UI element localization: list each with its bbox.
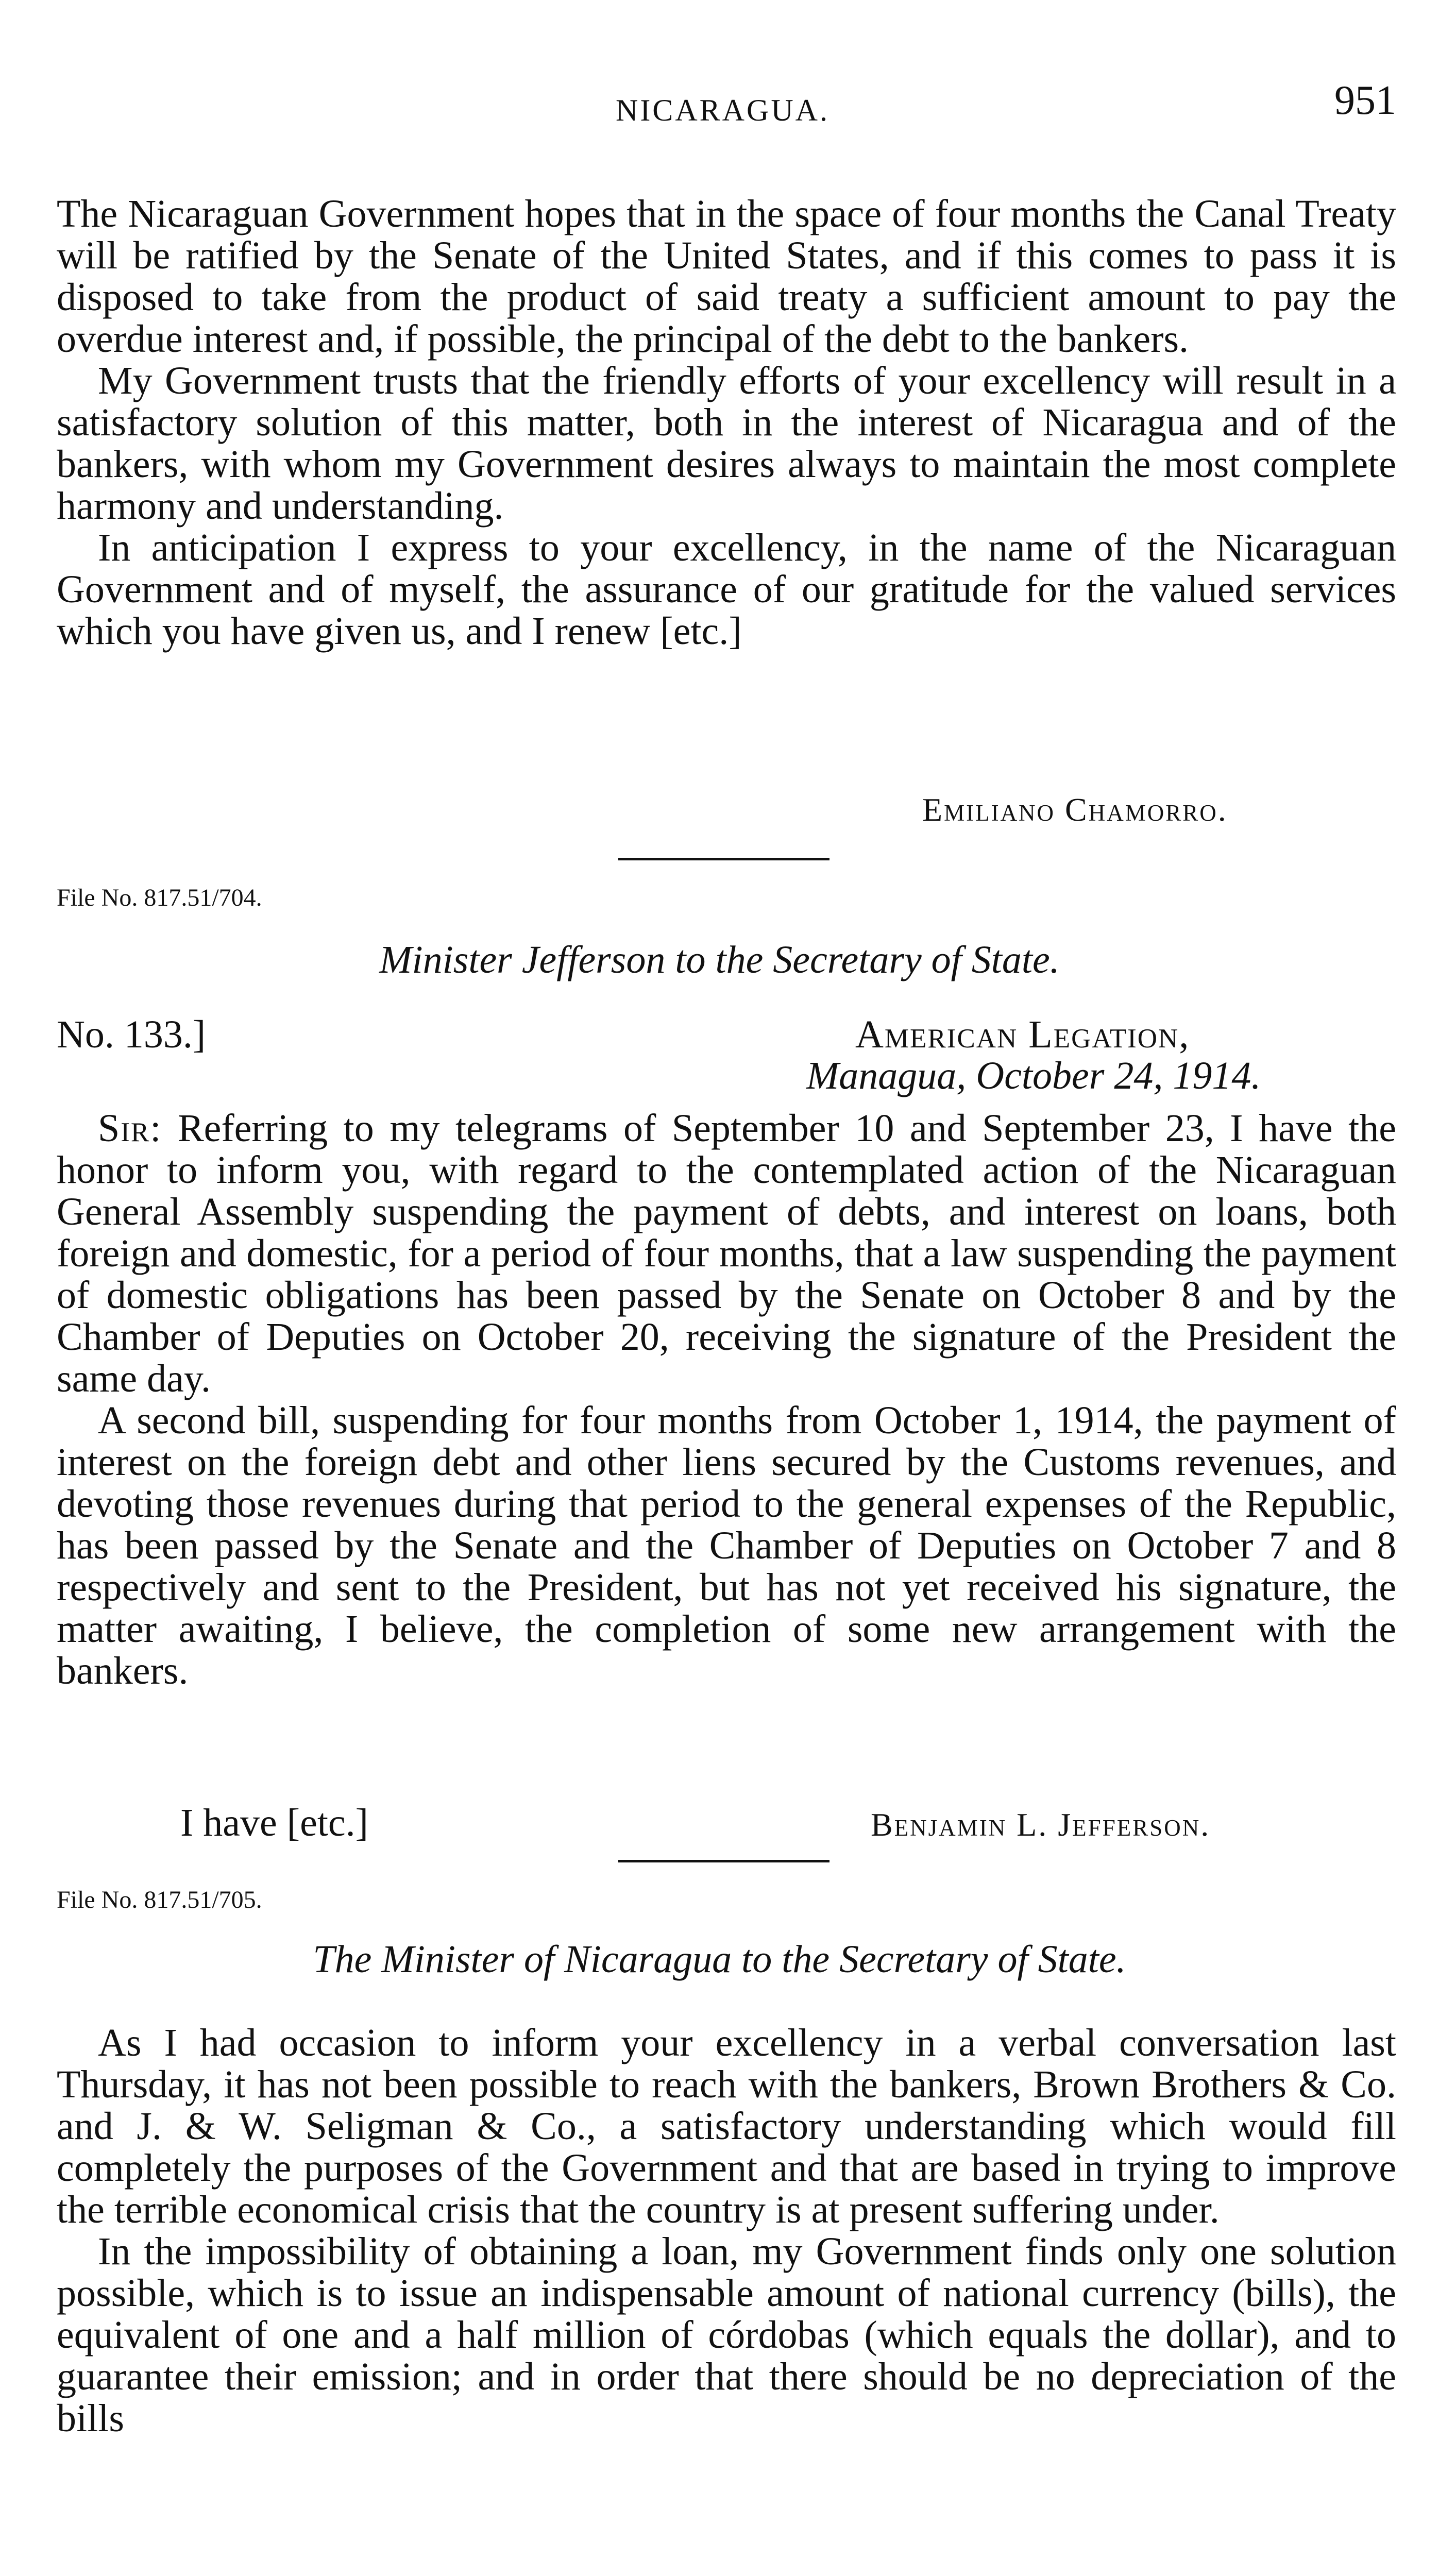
letter1-paragraph: In anticipation I express to your excellency, in the name of the Nicaraguan Government and of myself, the assurance of our gratitude for the valued services which you have given us, and I renew [etc.] (57, 526, 1396, 653)
page-number: 951 (1334, 78, 1396, 123)
running-title: NICARAGUA. (616, 93, 829, 127)
doc2-signature: Benjamin L. Jefferson. (871, 1806, 1211, 1843)
separator-rule (618, 1860, 829, 1862)
doc2-body (57, 1108, 1396, 1692)
doc2-paragraph: A second bill, suspending for four months from October 1, 1914, the payment of interest on the foreign debt and other liens secured by the Customs revenues, and devoting those revenues during that period to the general expenses of the Republic, has been passed by the Senate and the Chamber of Deputies on October 7 and 8 respectively and sent to the President, but has not yet received his signature, the matter awaiting, I believe, the completion of some new arrangement with the bankers. (57, 1399, 1396, 1692)
file-number: File No. 817.51/704. (57, 884, 262, 911)
letter1-paragraph: The Nicaraguan Government hopes that in the space of four months the Canal Treaty will be ratified by the Senate of the United States, and if this comes to pass it is disposed to take from the product of said treaty a sufficient amount to pay the overdue interest and, if possible, the principal of the debt to the bankers. (57, 192, 1396, 361)
doc2-paragraph: Referring to my telegrams of September 10 and September 23, I have the honor to inform you, with regard to the contemplated action of the Nicaraguan General Assembly suspending the payment of debts, and interest on loans, both foreign and domestic, for a period of four months, that a law suspending the payment of domestic obligations has been passed by the Senate on October 8 and by the Chamber of Deputies on October 20, receiving the signature of the President the same day. (57, 1107, 1396, 1400)
doc3-body (57, 2022, 1396, 2439)
letter1-paragraph: My Government trusts that the friendly efforts of your excellency will result in a satisfactory solution of this matter, both in the interest of Nicaragua and of the bankers, with whom my Government desires always to maintain the most complete harmony and understanding. (57, 359, 1396, 528)
salutation: Sir: (98, 1107, 162, 1150)
doc3-paragraph: As I had occasion to inform your excellency in a verbal conversation last Thursday, it has not been possible to reach with the bankers, Brown Brothers & Co. and J. & W. Seligman & Co., a satisfactory understanding which would fill completely the purposes of the Government and that are based in trying to improve the terrible economical crisis that the country is at present suffering under. (57, 2021, 1396, 2231)
letter1-body (57, 193, 1396, 652)
document-title: The Minister of Nicaragua to the Secretary of State. (313, 1938, 1126, 1981)
closing: I have [etc.] (180, 1801, 368, 1844)
file-number: File No. 817.51/705. (57, 1886, 262, 1913)
separator-rule (618, 858, 829, 860)
dispatch-number: No. 133.] (57, 1013, 206, 1056)
letter1-signature: Emiliano Chamorro. (922, 791, 1228, 828)
document-title: Minister Jefferson to the Secretary of State. (379, 938, 1060, 981)
place-date: Managua, October 24, 1914. (806, 1054, 1261, 1097)
doc3-paragraph: In the impossibility of obtaining a loan, my Government finds only one solution possible, which is to issue an indispensable amount of national currency (bills), the equivalent of one and a half million of córdobas (which equals the dollar), and to guarantee their emission; and in order that there should be no depreciation of the bills (57, 2230, 1396, 2440)
page-header (0, 77, 1439, 139)
legation-heading: American Legation, (855, 1013, 1190, 1056)
